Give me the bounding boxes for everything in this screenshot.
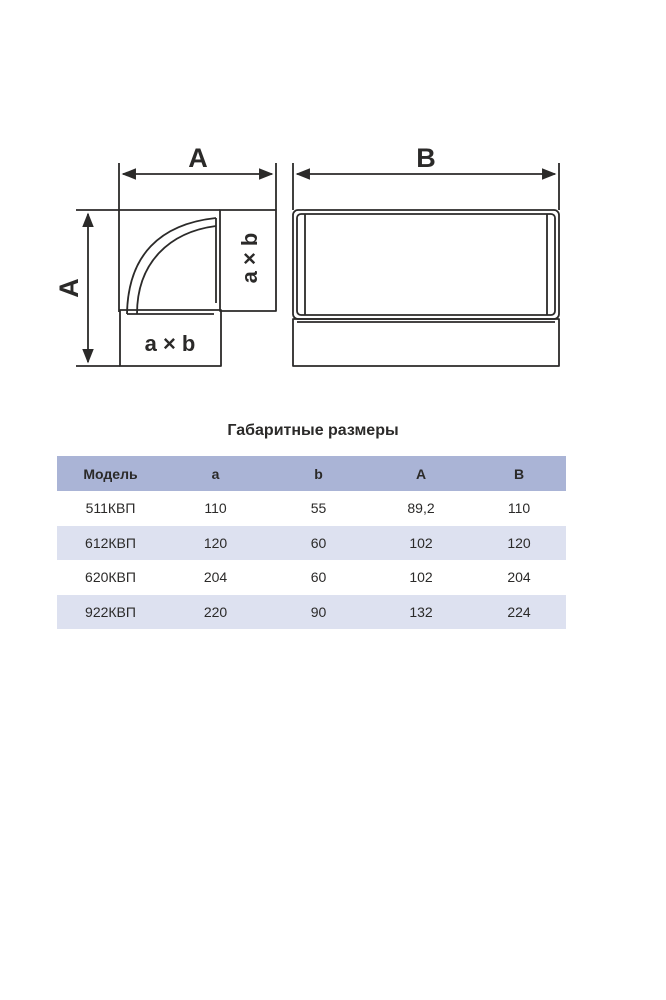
column-header-model: Модель	[57, 456, 164, 491]
elbow-inlet-section-label: a × b	[144, 331, 196, 356]
cell-b: 90	[267, 595, 370, 630]
column-header-a: a	[164, 456, 267, 491]
straight-coupling-drawing	[293, 163, 559, 366]
cell-model: 620КВП	[85, 569, 136, 586]
cell-model: 922КВП	[57, 595, 164, 630]
table-row	[57, 526, 566, 561]
table-row	[57, 491, 566, 526]
elbow-height-label: A	[54, 278, 84, 298]
column-header-A: A	[370, 456, 472, 491]
column-header-B: B	[472, 456, 566, 491]
cell-A: 102	[409, 569, 433, 586]
technical-drawing	[0, 0, 666, 400]
cell-a: 120	[164, 526, 267, 561]
elbow-width-label: A	[188, 143, 208, 173]
table-row	[57, 595, 566, 630]
straight-length-label: B	[416, 143, 436, 173]
cell-B: 120	[472, 526, 566, 561]
cell-a: 204	[203, 569, 228, 586]
cell-model: 511КВП	[85, 500, 136, 517]
cell-B: 224	[472, 595, 566, 630]
cell-A: 89,2	[407, 500, 435, 517]
cell-B: 204	[507, 569, 531, 586]
cell-b: 60	[310, 569, 327, 586]
cell-a: 220	[164, 595, 267, 630]
table-title: Габаритные размеры	[227, 422, 399, 439]
cell-b: 60	[267, 526, 370, 561]
column-header-b: b	[267, 456, 370, 491]
cell-A: 102	[370, 526, 472, 561]
dimensions-table	[57, 456, 566, 629]
cell-A: 132	[370, 595, 472, 630]
table-header-row	[57, 456, 566, 491]
cell-model: 612КВП	[57, 526, 164, 561]
cell-a: 110	[204, 500, 227, 517]
cell-B: 110	[507, 500, 531, 517]
table-row	[57, 560, 566, 595]
elbow-outlet-section-label: a × b	[237, 232, 262, 284]
cell-b: 55	[310, 500, 327, 517]
